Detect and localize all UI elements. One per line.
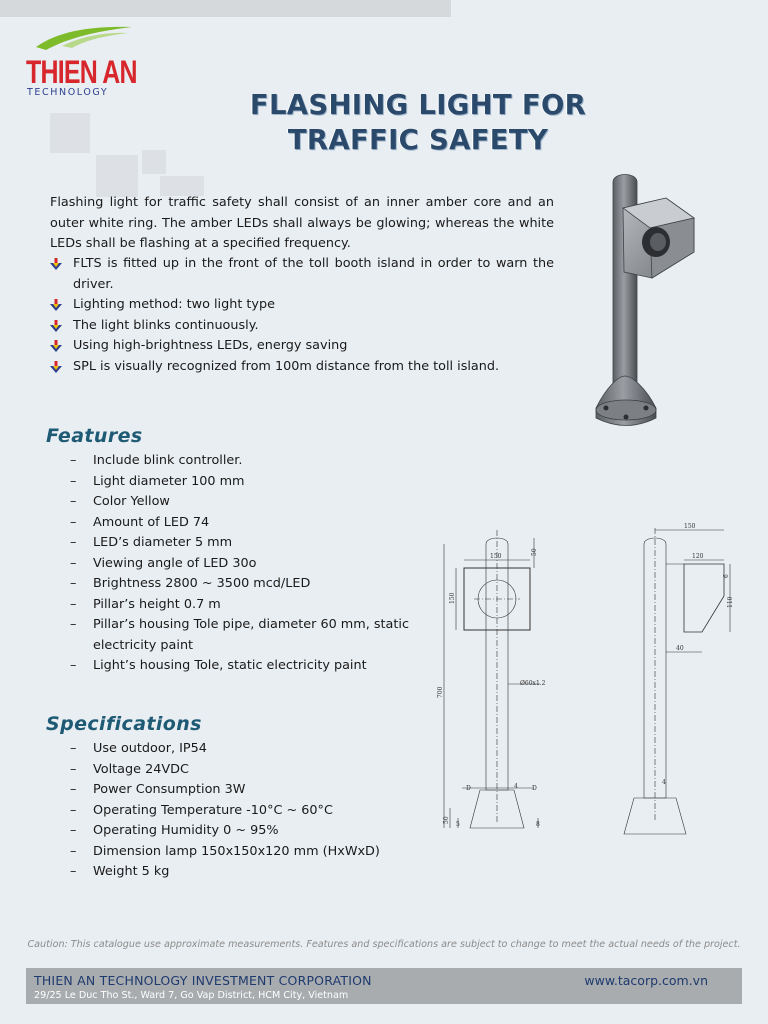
feature-text: Brightness 2800 ~ 3500 mcd/LED [93,576,311,591]
bullet-text: Lighting method: two light type [73,297,275,312]
spec-text: Weight 5 kg [93,864,170,879]
dash-marker: – [70,596,77,612]
feature-text: LED’s diameter 5 mm [93,535,233,550]
top-bar [0,0,451,17]
spec-text: Operating Humidity 0 ~ 95% [93,823,279,838]
features-heading: Features [46,425,143,447]
front-view [437,530,546,828]
list-item [70,760,415,781]
dim-base-t: 4 [514,783,518,790]
bullet-text: The light blinks continuously. [73,317,259,333]
dash-marker: – [70,761,77,777]
bullet-item [50,357,554,378]
decorative-square [142,150,166,174]
page-title [190,88,646,158]
spec-text: Power Consumption 3W [93,782,246,797]
dim-front-height: 150 [449,592,456,604]
list-item [70,862,415,883]
feature-text: Include blink controller. [93,453,243,468]
spec-text: Voltage 24VDC [93,761,189,777]
dash-marker: – [70,864,77,879]
dim-total-height: 700 [437,686,444,698]
down-arrow-icon [50,258,62,270]
list-item [70,554,415,575]
bullet-item [50,336,554,357]
dash-marker: – [70,555,77,571]
list-item [70,574,415,595]
list-item [70,492,415,513]
title-line-2: TRAFFIC SAFETY [287,124,549,156]
dim-base-8: 8 [536,821,540,828]
dash-marker: – [70,576,77,591]
list-item [70,656,415,677]
feature-text: Viewing angle of LED 30o [93,555,257,571]
dim-base-h: 50 [443,816,450,824]
dash-marker: – [70,494,77,509]
footer-company: THIEN AN TECHNOLOGY INVESTMENT CORPORATION [34,973,372,988]
feature-text: Color Yellow [93,494,170,509]
intro-paragraph: Flashing light for traffic safety shall consist of an inner amber core and an outer white ring. The amber LEDs shall always be glowing; whereas the white LEDs shall be flashing at a specified frequency. [50,195,554,251]
dim-base-5: 5 [456,821,460,828]
feature-bullets [50,254,554,377]
dim-base-d-right: D [532,785,537,792]
dim-side-width: 150 [684,523,696,530]
dim-side-small: 6 [723,574,730,578]
features-list [70,451,415,677]
decorative-square [50,113,90,153]
company-logo [26,26,136,102]
dash-marker: – [70,741,77,756]
down-arrow-icon [50,340,62,352]
feature-text: Light diameter 100 mm [93,473,245,489]
logo-brand-text: THIEN AN [26,54,137,90]
dim-front-cap: 50 [531,548,538,556]
dash-marker: – [70,535,77,550]
dash-marker: – [70,802,77,818]
dash-marker: – [70,473,77,489]
dash-marker: – [70,453,77,468]
list-item [70,615,415,656]
down-arrow-icon [50,320,62,332]
list-item [70,595,415,616]
list-item [70,472,415,493]
list-item [70,739,415,760]
bullet-text: FLTS is fitted up in the front of the toll booth island in order to warn the driver. [73,256,554,292]
logo-sub-text: TECHNOLOGY [27,87,109,98]
footer-bar [26,968,742,1004]
dash-marker: – [70,782,77,797]
spec-text: Use outdoor, IP54 [93,741,207,756]
dim-side-height: 110 [727,596,734,608]
dash-marker: – [70,843,77,859]
caution-note: Caution: This catalogue use approximate measurements. Features and specifications are subject to change to meet the actual needs of the project. [27,939,741,950]
dim-base-d-left: D [466,785,471,792]
side-view [624,523,734,834]
down-arrow-icon [50,299,62,311]
dim-front-width: 150 [490,553,502,560]
dim-side-t: 4 [662,779,666,786]
spec-text: Operating Temperature -10°C ~ 60°C [93,802,333,818]
spec-text: Dimension lamp 150x150x120 mm (HxWxD) [93,843,380,859]
list-item [70,821,415,842]
bullet-item [50,254,554,295]
bullet-item [50,295,554,316]
dash-marker: – [70,823,77,838]
feature-text: Pillar’s height 0.7 m [93,596,221,612]
dash-marker: – [70,617,77,632]
product-photo [586,170,696,432]
footer-website-link[interactable]: www.tacorp.com.vn [584,973,708,988]
list-item [70,801,415,822]
list-item [70,780,415,801]
title-line-1: FLASHING LIGHT FOR [249,89,587,121]
specifications-list [70,739,415,883]
list-item [70,513,415,534]
feature-text: Amount of LED 74 [93,514,210,530]
footer-address: 29/25 Le Duc Tho St., Ward 7, Go Vap District, HCM City, Vietnam [34,990,349,1001]
decorative-square [96,155,138,197]
technical-drawing [430,522,752,844]
dim-pipe: Ø60x1.2 [520,680,546,687]
specifications-heading: Specifications [46,713,202,735]
list-item [70,533,415,554]
dim-side-inner: 120 [692,553,704,560]
down-arrow-icon [50,361,62,373]
bullet-text: Using high-brightness LEDs, energy saving [73,338,348,353]
dash-marker: – [70,658,77,673]
list-item [70,451,415,472]
logo-swoosh-icon [32,26,132,50]
feature-text: Pillar’s housing Tole pipe, diameter 60 mm, static electricity paint [93,617,409,653]
list-item [70,842,415,863]
dash-marker: – [70,514,77,530]
bullet-item [50,316,554,337]
dim-side-offset: 40 [676,645,684,652]
bullet-text: SPL is visually recognized from 100m distance from the toll island. [73,358,500,374]
feature-text: Light’s housing Tole, static electricity paint [93,658,367,673]
